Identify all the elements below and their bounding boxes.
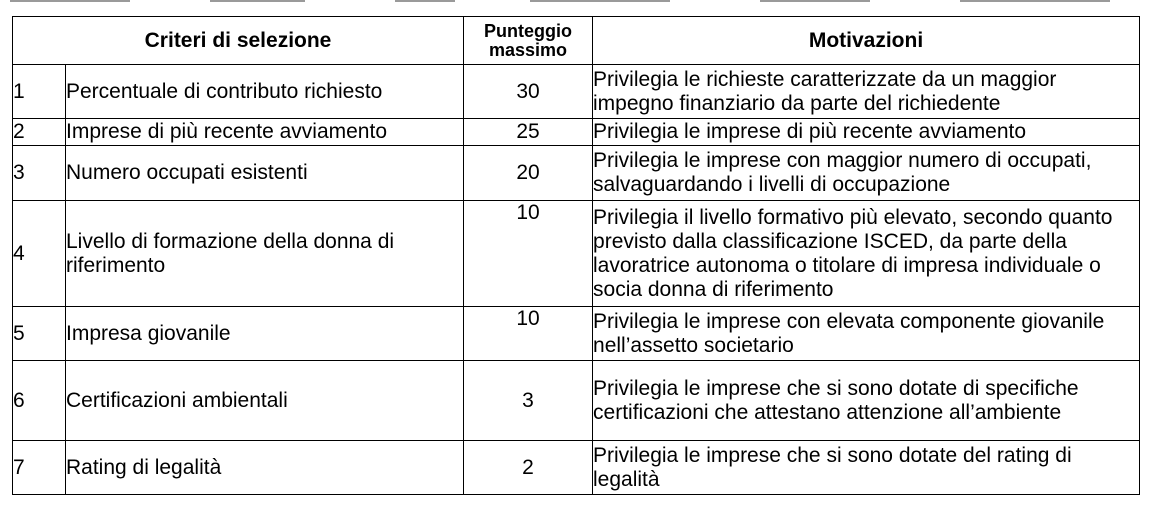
row-number: 4 (13, 201, 66, 307)
criterion-cell: Certificazioni ambientali (66, 361, 464, 441)
motivation-cell: Privilegia le imprese che si sono dotate di specifiche certificazioni che attestano attenzione all’ambiente (593, 361, 1140, 441)
criterion-cell: Livello di formazione della donna di riferimento (66, 201, 464, 307)
criterion-cell: Percentuale di contributo richiesto (66, 65, 464, 119)
row-number: 5 (13, 307, 66, 361)
motivation-cell: Privilegia le imprese con elevata componente giovanile nell’assetto societario (593, 307, 1140, 361)
criterion-cell: Numero occupati esistenti (66, 146, 464, 201)
table-row (13, 361, 1140, 441)
header-criteria: Criteri di selezione (13, 17, 464, 65)
points-cell: 3 (464, 361, 593, 441)
points-cell: 25 (464, 119, 593, 146)
row-number: 1 (13, 65, 66, 119)
points-cell: 10 (464, 307, 593, 361)
cropped-text-line (0, 0, 1153, 5)
points-cell: 20 (464, 146, 593, 201)
table-row (13, 119, 1140, 146)
header-motivations: Motivazioni (593, 17, 1140, 65)
table-row (13, 146, 1140, 201)
criterion-cell: Rating di legalità (66, 441, 464, 495)
table-row (13, 201, 1140, 307)
table-header-row (13, 17, 1140, 65)
motivation-cell: Privilegia le imprese di più recente avviamento (593, 119, 1140, 146)
row-number: 7 (13, 441, 66, 495)
table-row (13, 441, 1140, 495)
motivation-cell: Privilegia le imprese che si sono dotate del rating di legalità (593, 441, 1140, 495)
points-cell: 10 (464, 201, 593, 307)
table-row (13, 307, 1140, 361)
table-row (13, 65, 1140, 119)
row-number: 6 (13, 361, 66, 441)
points-cell: 2 (464, 441, 593, 495)
motivation-cell: Privilegia le richieste caratterizzate da un maggior impegno finanziario da parte del richiedente (593, 65, 1140, 119)
row-number: 2 (13, 119, 66, 146)
header-max-points: Punteggio massimo (464, 17, 593, 65)
criterion-cell: Impresa giovanile (66, 307, 464, 361)
points-cell: 30 (464, 65, 593, 119)
selection-criteria-table (12, 16, 1140, 495)
row-number: 3 (13, 146, 66, 201)
criterion-cell: Imprese di più recente avviamento (66, 119, 464, 146)
motivation-cell: Privilegia il livello formativo più elevato, secondo quanto previsto dalla classificazione ISCED, da parte della lavoratrice autonoma o titolare di impresa individuale o socia donna di riferimento (593, 201, 1140, 307)
motivation-cell: Privilegia le imprese con maggior numero di occupati, salvaguardando i livelli di occupazione (593, 146, 1140, 201)
